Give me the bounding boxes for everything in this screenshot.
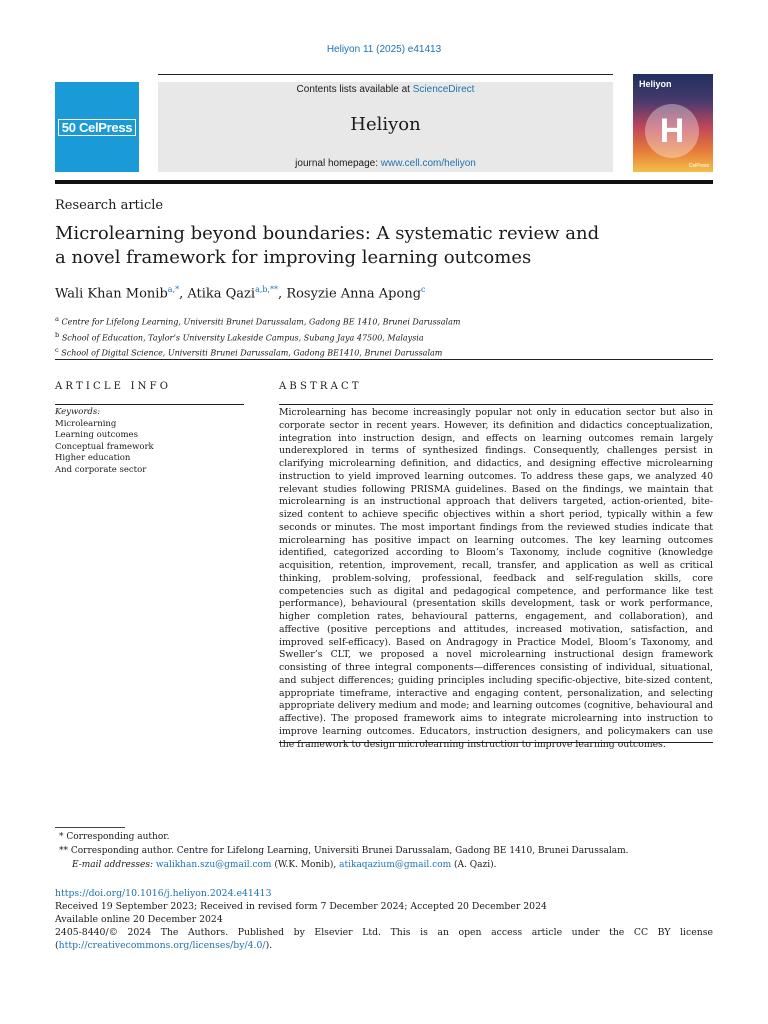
license-statement: [55, 926, 713, 939]
email-owner: (A. Qazi).: [454, 860, 497, 870]
article-type: Research article: [55, 198, 164, 213]
affiliation-text: School of Digital Science, Universiti Brunei Darussalam, Gadong BE1410, Brunei Darussalam: [61, 348, 443, 358]
affiliation-item: [55, 313, 460, 329]
contents-line: [158, 84, 613, 95]
author-name: Atika Qazi: [187, 286, 256, 302]
email-footnote: [72, 860, 497, 870]
license-word: Published: [237, 927, 285, 938]
license-link[interactable]: http://creativecommons.org/licenses/by/4.0/: [58, 940, 266, 951]
author-separator: ,: [278, 286, 287, 302]
affiliation-item: [55, 329, 460, 345]
keyword-item: Learning outcomes: [55, 430, 138, 441]
license-word: by: [293, 927, 305, 938]
doi-link[interactable]: https://doi.org/10.1016/j.heliyon.2024.e41413: [55, 888, 272, 899]
publication-info: [55, 887, 713, 952]
homepage-line: [158, 158, 613, 169]
license-word: CC: [633, 927, 649, 938]
received-dates: Received 19 September 2023; Received in revised form 7 December 2024; Accepted 20 December 2024: [55, 901, 547, 912]
affiliation-text: School of Education, Taylor’s University Lakeside Campus, Subang Jaya 47500, Malaysia: [61, 333, 424, 343]
header-top-rule: [158, 74, 613, 75]
email-owner: (W.K. Monib),: [274, 860, 337, 870]
journal-reference-link[interactable]: Heliyon 11 (2025) e41413: [326, 44, 442, 55]
contents-prefix: Contents lists available at: [296, 84, 410, 95]
abstract-text: Microlearning has become increasingly popular not only in education sector but also in corporate sector in recent years. However, its definition and didactics conceptualization, integration into instruction design, and effects on learning outcomes remain largely underexplored in terms of synthesized findings. Consequently, challenges persist in clarifying microlearning definition, and didactics, and designing effective microlearning instruction to yield improved learning outcomes. To address these gaps, we analyzed 40 relevant studies following PRISMA guidelines. Based on the findings, we maintain that microlearning is an instructional approach that delivers targeted, action-oriented, bite-sized content to achieve specific objectives within a short period, typically within a few seconds or minutes. The most important findings from the reviewed studies indicate that microlearning has positive impact on learning outcomes. The key learning outcomes identified, categorized according to Bloom’s Taxonomy, include cognitive (knowledge acquisition, retention, improvement, recall, transfer, and application as well as critical thinking, problem-solving, professional, feedback and self-regulation skills, core competencies such as digital and pedagogical competence, and performance like test performance), behavioural (presentation skills development, task or work performance, higher completion rates, behavioural patterns, engagement, and collaboration), and affective (positive perceptions and attitudes, increased motivation, satisfaction, and improved self-efficacy). Based on Andragogy in Practice Model, Bloom’s Taxonomy, and Sweller’s CLT, we proposed a novel microlearning instructional design framework consisting of three integral components—differences consisting of individual, situational, and subject differences; guiding principles including specific-objective, bite-sized content, appropriate timeframe, interactive and engaging content, personalization, and selecting appropriate delivery medium and mode; and learning outcomes (cognitive, behavioural and affective). The proposed framework aims to integrate microlearning into instruction to improve learning outcomes. Educators, instruction designers, and policymakers can use the framework to design microlearning instruction to improve learning outcomes.: [279, 407, 713, 750]
affiliation-text: Centre for Lifelong Learning, Universiti Brunei Darussalam, Gadong BE 1410, Brunei Darussalam: [61, 317, 461, 327]
available-date: Available online 20 December 2024: [55, 914, 223, 925]
author-name: Wali Khan Monib: [55, 286, 168, 302]
affiliation-mark: a: [55, 315, 59, 323]
license-word: The: [160, 927, 179, 938]
license-word: an: [437, 927, 449, 938]
abstract-end-rule: [279, 742, 713, 743]
affiliation-item: [55, 344, 460, 360]
footnote-text: Corresponding author.: [66, 832, 170, 842]
author-affiliation-marker[interactable]: a,*: [167, 285, 180, 294]
cellpress-logo-text: 50 CelPress: [58, 119, 136, 136]
affiliations: [55, 313, 460, 360]
keywords-label: Keywords:: [55, 407, 101, 417]
sciencedirect-link[interactable]: ScienceDirect: [412, 84, 475, 95]
affiliation-mark: c: [55, 346, 59, 355]
cover-emblem: [645, 104, 699, 158]
author-affiliation-marker[interactable]: c: [421, 285, 426, 294]
keyword-item: Conceptual framework: [55, 441, 154, 452]
email-link[interactable]: walikhan.szu@gmail.com: [155, 860, 272, 870]
email-label: E-mail addresses:: [72, 860, 154, 870]
cellpress-logo[interactable]: [55, 82, 139, 172]
author-affiliation-marker[interactable]: a,b,**: [255, 285, 279, 294]
license-word: under: [571, 927, 600, 938]
license-word: Authors.: [187, 927, 229, 938]
journal-header-box: [158, 82, 613, 172]
footnote-mark: **: [59, 846, 68, 856]
license-word: license: [680, 927, 713, 938]
cover-footer: CelPress: [688, 163, 709, 169]
article-title: Microlearning beyond boundaries: A systematic review and a novel framework for improving learning outcomes: [55, 223, 600, 268]
license-word: article: [531, 927, 563, 938]
license-word: Elsevier: [314, 927, 353, 938]
abstract-heading: ABSTRACT: [279, 381, 362, 392]
article-info-rule: [55, 404, 244, 405]
license-word: This: [390, 927, 411, 938]
keyword-item: Higher education: [55, 453, 131, 464]
journal-name: Heliyon: [350, 114, 421, 135]
license-word: access: [491, 927, 523, 938]
license-word: the: [609, 927, 625, 938]
footnote-rule: [55, 827, 125, 828]
license-word: Ltd.: [362, 927, 382, 938]
license-word: open: [458, 927, 482, 938]
affiliation-mark: b: [55, 330, 60, 339]
cover-letter: H: [659, 111, 685, 150]
header-divider: [55, 180, 713, 184]
license-close: ).: [265, 940, 273, 951]
homepage-link[interactable]: www.cell.com/heliyon: [380, 158, 476, 169]
author-separator: ,: [179, 286, 188, 302]
journal-cover-image[interactable]: [633, 74, 713, 172]
license-word: is: [420, 927, 428, 938]
footnote-corresponding-1: [59, 832, 169, 842]
email-link[interactable]: atikaqazium@gmail.com: [339, 860, 452, 870]
footnote-corresponding-2: [59, 846, 628, 856]
author-name: Rosyzie Anna Apong: [286, 286, 422, 302]
homepage-prefix: journal homepage:: [295, 158, 378, 169]
article-info-heading: ARTICLE INFO: [55, 381, 172, 392]
license-link-line: (http://creativecommons.org/licenses/by/4.0/).: [55, 940, 273, 951]
cover-title: Heliyon: [639, 79, 672, 89]
license-word: BY: [657, 927, 671, 938]
license-word: 2405-8440/©: [55, 927, 118, 938]
license-word: 2024: [127, 927, 152, 938]
section-divider: [55, 359, 713, 360]
footnote-text: Corresponding author. Centre for Lifelong Learning, Universiti Brunei Darussalam, Gadong BE 1410, Brunei Darussalam.: [70, 846, 629, 856]
abstract-rule: [279, 404, 713, 405]
keyword-item: Microlearning: [55, 418, 117, 429]
author-list: [55, 285, 426, 301]
footnote-mark: *: [59, 832, 64, 842]
keywords-block: [55, 407, 154, 477]
keyword-item: And corporate sector: [55, 464, 147, 475]
